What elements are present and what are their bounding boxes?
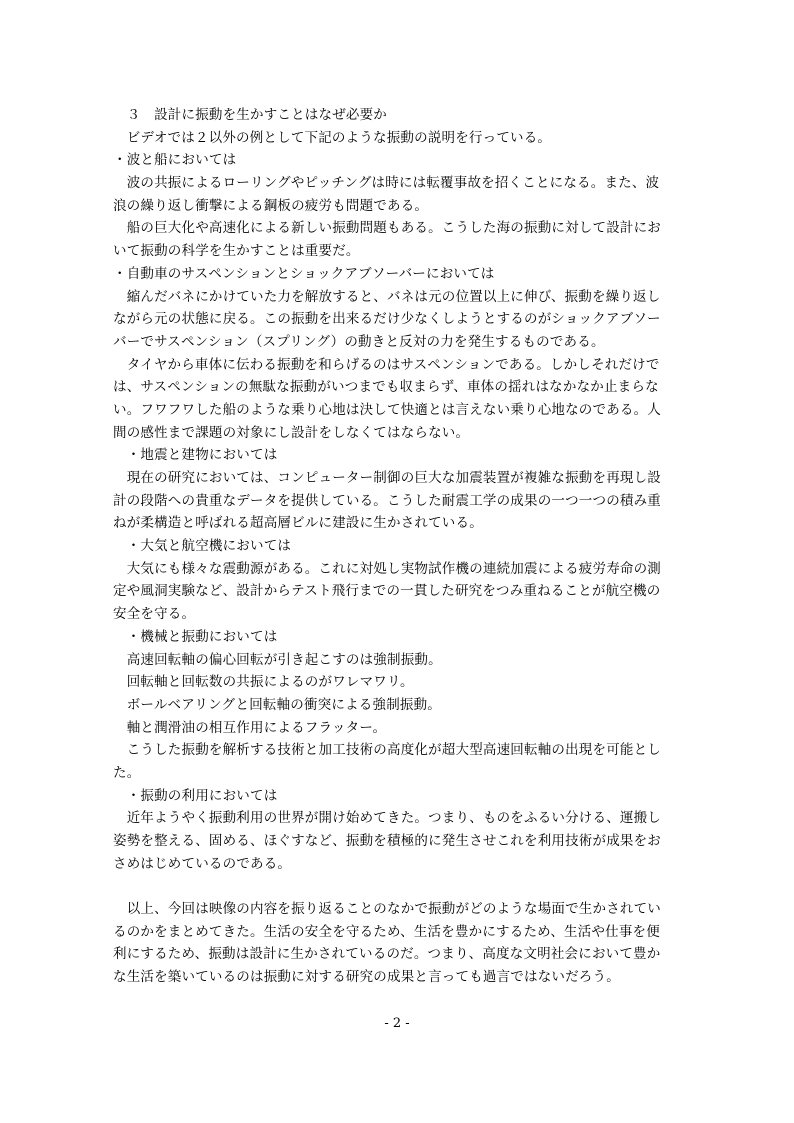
text-line: ・地震と建物においては (113, 447, 278, 464)
text-line: 浪の繰り返し衝撃による鋼板の疲労も問題である。 (113, 197, 429, 214)
text-line: 定や風洞実験など、設計からテスト飛行までの一貫した研究をつみ重ねることが航空機の (113, 583, 661, 600)
text-line: 回転軸と回転数の共振によるのがワレマワリ。 (113, 674, 414, 691)
text-line: 高速回転軸の偏心回転が引き起こすのは強制振動。 (113, 651, 442, 668)
text-line: ・大気と航空機においては (113, 538, 292, 555)
text-line: さめはじめているのである。 (113, 855, 292, 872)
text-line: バーでサスペンション（スプリング）の動きと反対の力を発生するものである。 (113, 333, 605, 350)
text-line: 現在の研究においては、コンピューター制御の巨大な加震装置が複雑な振動を再現し設 (113, 470, 661, 486)
text-line: ・振動の利用においては (113, 787, 278, 804)
text-line: 波の共振によるローリングやピッチングは時には転覆事故を招くことになる。また、波 (113, 175, 660, 192)
text-line: 利にするため、振動は設計に生かされているのだ。つまり、高度な文明社会において豊か (113, 946, 661, 963)
text-line: 以上、今回は映像の内容を振り返ることのなかで振動がどのような場面で生かされてい (113, 901, 661, 918)
text-line: 縮んだバネにかけていた力を解放すると、バネは元の位置以上に伸び、振動を繰り返し (113, 288, 661, 305)
text-line: た。 (113, 764, 141, 781)
text-line: 間の感性まで課題の対象にし設計をしなくてはならない。 (113, 424, 470, 441)
document-body (113, 104, 681, 989)
text-line: は、サスペンションの無駄な振動がいつまでも収まらず、車体の揺れはなかなか止まらな (113, 379, 659, 396)
text-line: い。フワフワした船のような乗り心地は決して快適とは言えない乗り心地なのである。人 (113, 401, 661, 418)
text-line: 近年ようやく振動利用の世界が開け始めてきた。つまり、ものをふるい分ける、運搬し (113, 810, 661, 827)
text-line: いて振動の科学を生かすことは重要だ。 (113, 243, 360, 260)
text-line: な生活を築いているのは振動に対する研究の成果と言っても過言ではないだろう。 (113, 969, 620, 986)
text-line: るのかをまとめてきた。生活の安全を守るため、生活を豊かにするため、生活や仕事を便 (113, 923, 660, 940)
text-line: 計の段階への貴重なデータを提供している。こうした耐震工学の成果の一つ一つの積み重 (113, 492, 661, 509)
text-line: ・機械と振動においては (113, 628, 278, 645)
blank-line (113, 875, 681, 898)
text-line: ・波と船においては (113, 152, 237, 169)
text-line: こうした振動を解析する技術と加工技術の高度化が超大型高速回転軸の出現を可能とし (113, 742, 661, 759)
text-line: 安全を守る。 (113, 606, 196, 623)
text-line: ・自動車のサスペンションとショックアブソーバーにおいては (113, 265, 495, 282)
text-line: 姿勢を整える、固める、ほぐすなど、振動を積極的に発生させこれを利用技術が成果をお (113, 833, 661, 849)
text-line: ３ 設計に振動を生かすことはなぜ必要か (113, 107, 387, 123)
text-line: 船の巨大化や高速化による新しい振動問題もある。こうした海の振動に対して設計にお (113, 220, 661, 237)
page-number: - 2 - (384, 1016, 410, 1031)
text-line: タイヤから車体に伝わる振動を和らげるのはサスペンションである。しかしそれだけで (113, 356, 660, 373)
text-line: 軸と潤滑油の相互作用によるフラッター。 (113, 719, 387, 736)
text-line: ボールベアリングと回転軸の衝突による強制振動。 (113, 696, 441, 713)
text-line: ながら元の状態に戻る。この振動を出来るだけ少なくしようとするのがショックアブソー (113, 311, 661, 328)
text-line: ねが柔構造と呼ばれる超高層ビルに建設に生かされている。 (113, 515, 483, 532)
text-line: ビデオでは２以外の例として下記のような振動の説明を行っている。 (113, 129, 552, 146)
text-line: 大気にも様々な震動源がある。これに対処し実物試作機の連続加震による疲労寿命の測 (113, 560, 661, 577)
